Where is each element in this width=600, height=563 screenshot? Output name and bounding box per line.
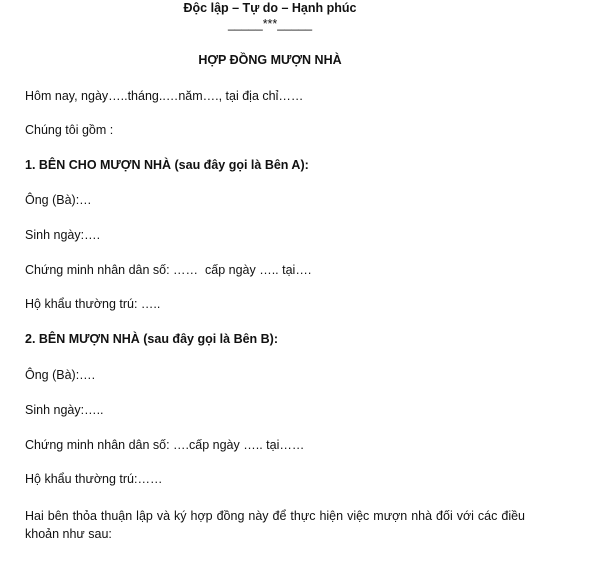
- party-a-heading: 1. BÊN CHO MƯỢN NHÀ (sau đây gọi là Bên A):: [25, 158, 309, 172]
- party-b-dob: Sinh ngày:…..: [25, 403, 104, 417]
- intro-date-line: Hôm nay, ngày…..tháng..…năm…., tại địa chỉ……: [25, 89, 304, 103]
- party-a-dob: Sinh ngày:….: [25, 228, 101, 242]
- party-a-residence: Hộ khẩu thường trú: …..: [25, 297, 161, 311]
- document-title: HỢP ĐỒNG MƯỢN NHÀ: [198, 53, 342, 67]
- header-separator: _____***_____: [227, 17, 313, 31]
- intro-parties-line: Chúng tôi gồm :: [25, 123, 114, 137]
- party-a-id-card: Chứng minh nhân dân số: …… cấp ngày ….. tại….: [25, 263, 312, 277]
- motto: Độc lập – Tự do – Hạnh phúc: [183, 1, 357, 15]
- party-b-id-card: Chứng minh nhân dân số: ….cấp ngày ….. tại……: [25, 438, 305, 452]
- agreement-paragraph: Hai bên thỏa thuận lập và ký hợp đồng này để thực hiện việc mượn nhà đối với các điều khoản như sau:: [25, 509, 525, 541]
- party-b-name: Ông (Bà):….: [25, 368, 96, 382]
- party-a-name: Ông (Bà):…: [25, 193, 92, 207]
- party-b-heading: 2. BÊN MƯỢN NHÀ (sau đây gọi là Bên B):: [25, 332, 279, 346]
- party-b-residence: Hộ khẩu thường trú:……: [25, 472, 163, 486]
